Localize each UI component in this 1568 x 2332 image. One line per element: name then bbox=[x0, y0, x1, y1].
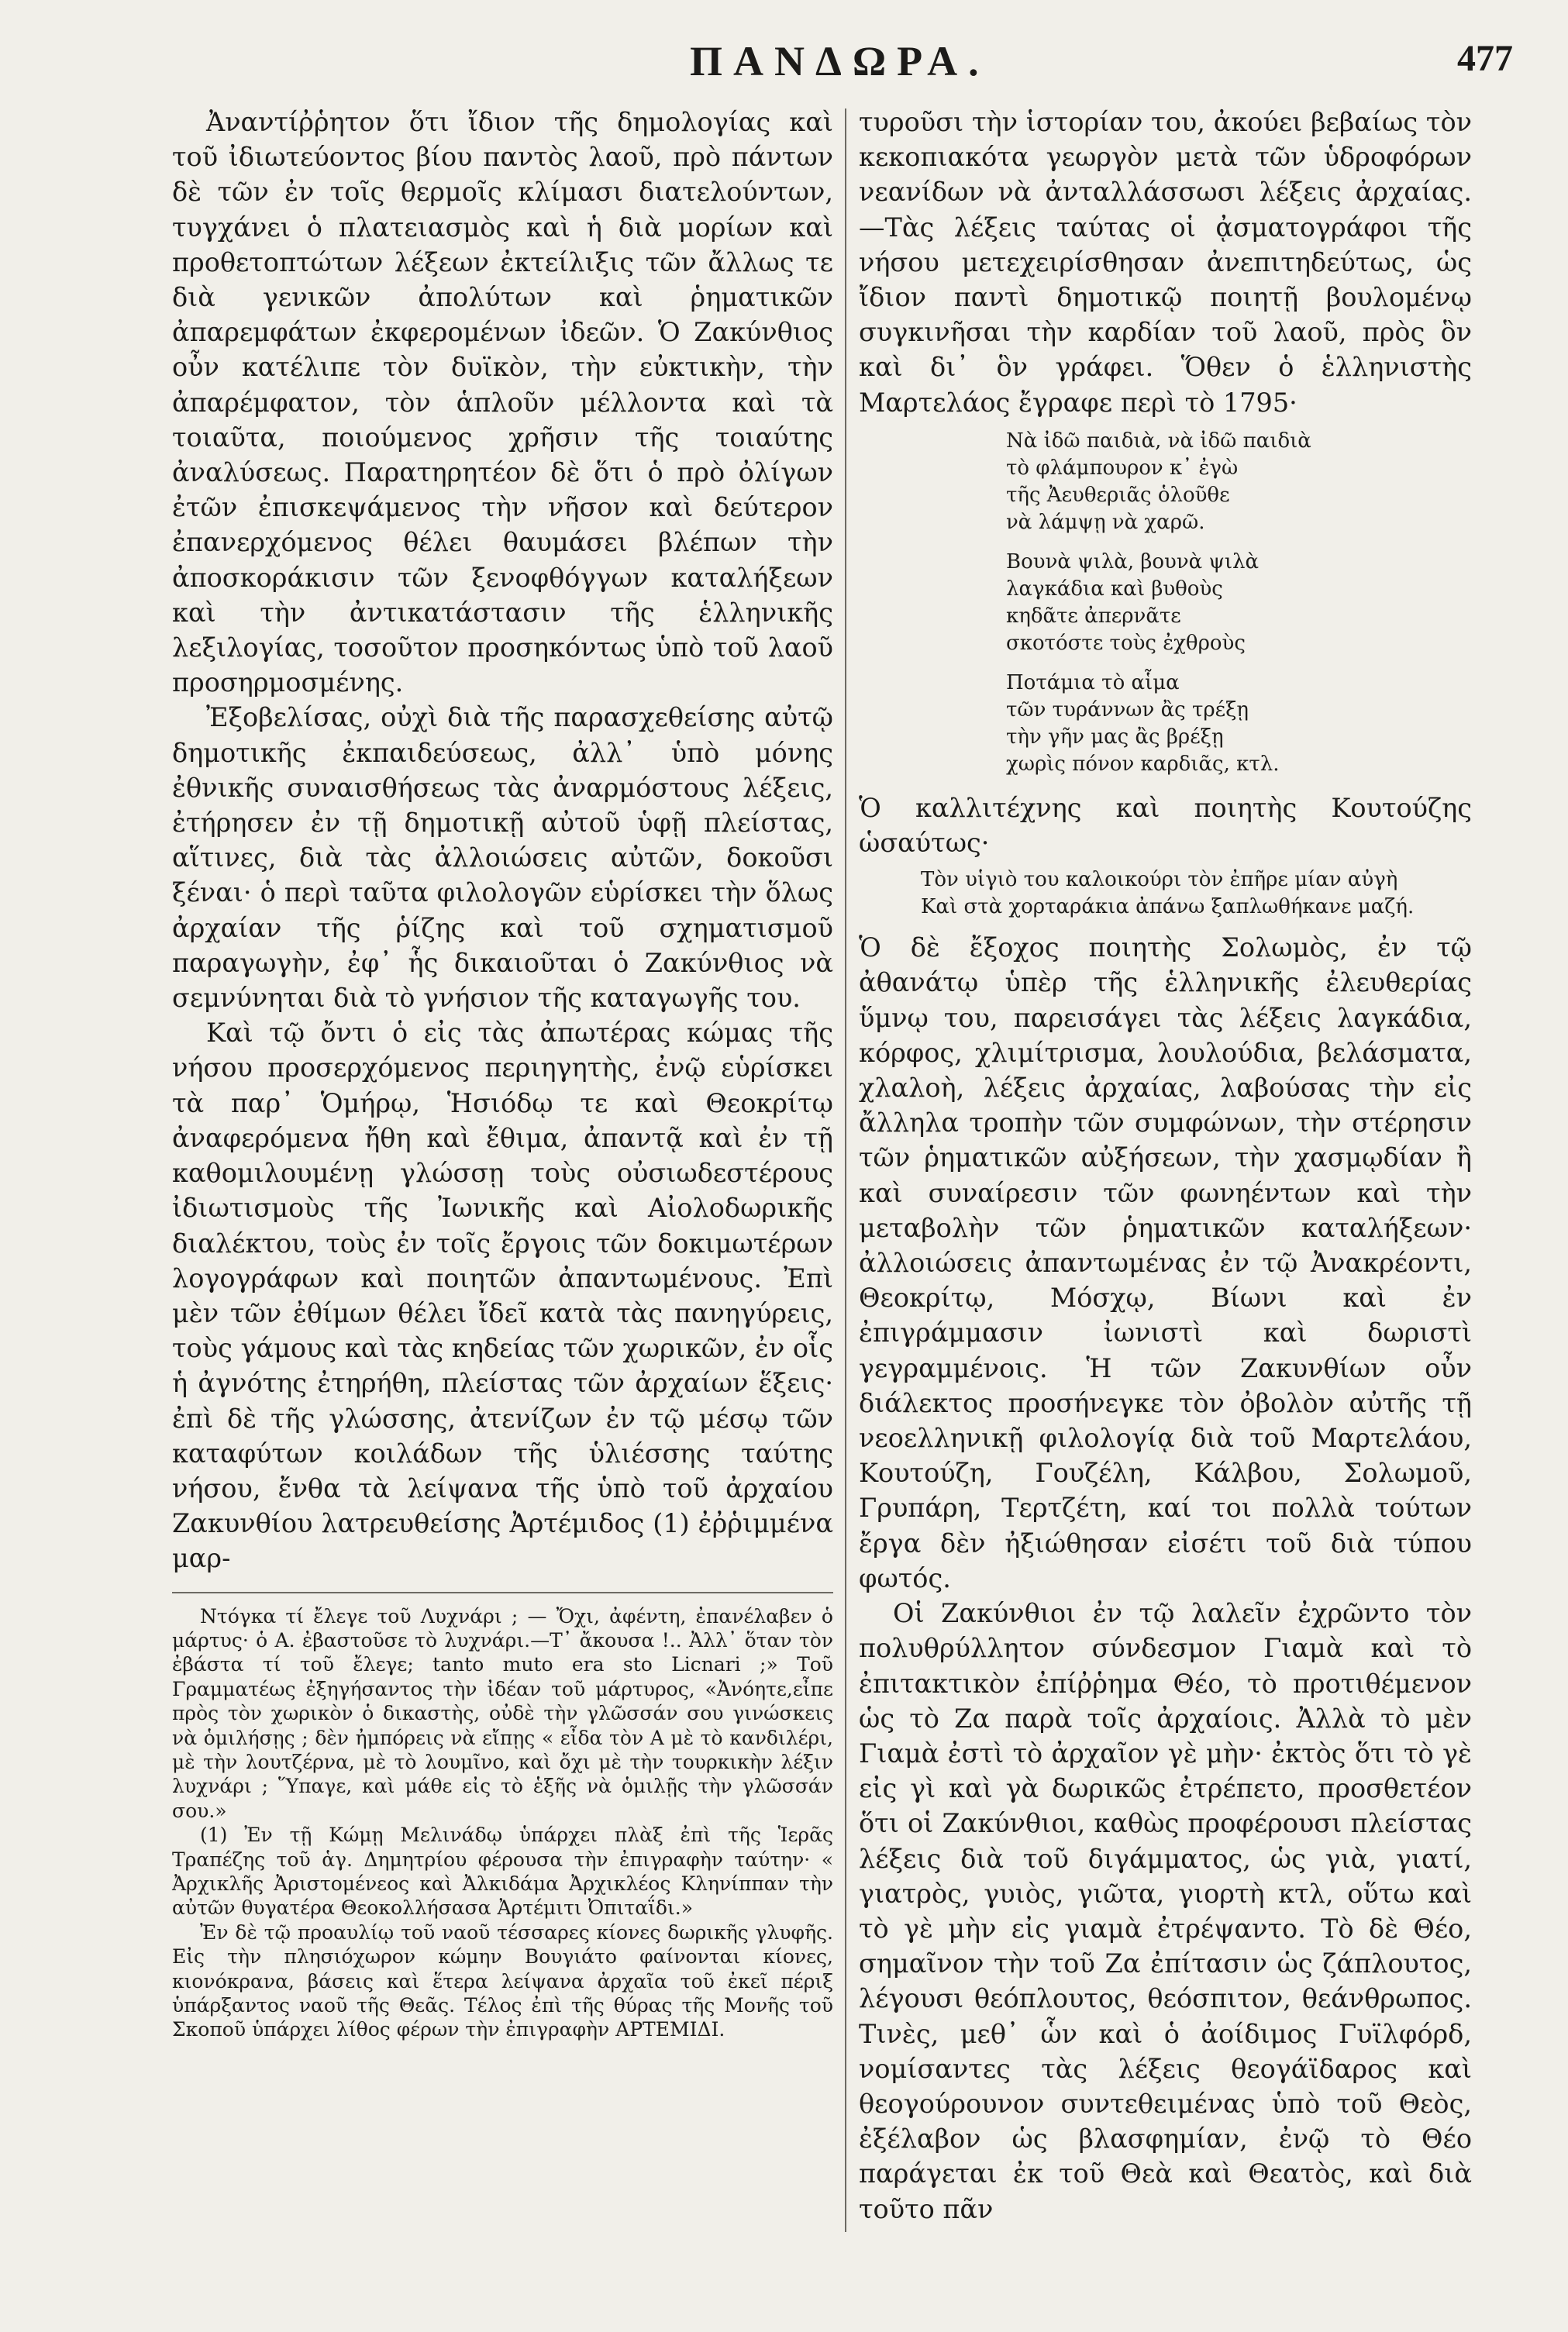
paragraph: Καὶ τῷ ὄντι ὁ εἰς τὰς ἀπωτέρας κώμας τῆς νήσου προσερχόμενος περιηγητὴς, ἐνῷ εὑρίσκει τὰ παρ᾽ Ὁμήρῳ, Ἡσιόδῳ τε καὶ Θεοκρίτῳ ἀναφερόμενα ἤθη καὶ ἔθιμα, ἀπαντᾷ καὶ ἐν τῇ καθομιλουμένῃ γλώσσῃ τοὺς οὐσιωδεστέρους ἰδιωτισμοὺς τῆς Ἰωνικῆς καὶ Αἰολοδωρικῆς διαλέκτου, τοὺς ἐν τοῖς ἔργοις τῶν δοκιμωτέρων λογογράφων καὶ ποιητῶν ἀπαντωμένους. Ἐπὶ μὲν τῶν ἐθίμων θέλει ἴδεῖ κατὰ τὰς πανηγύρεις, τοὺς γάμους καὶ τὰς κηδείας τῶν χωρικῶν, ἐν οἷς ἡ ἀγνότης ἐτηρήθη, πλείστας τῶν ἀρχαίων ἕξεις· ἐπὶ δὲ τῆς γλώσσης, ἀτενίζων ἐν τῷ μέσῳ τῶν καταφύτων κοιλάδων τῆς ὑλιέσσης ταύτης νήσου, ἔνθα τὰ λείψανα τῆς ὑπὸ τοῦ ἀρχαίου Ζακυνθίου λατρευθείσης Ἀρτέμιδος (1) ἐῤῥιμμένα μαρ- bbox=[172, 1018, 833, 1574]
verse-line: Ποτάμια τὸ αἷμα bbox=[1006, 670, 1180, 694]
page-number: 477 bbox=[1457, 38, 1513, 79]
verse-line: κηδᾶτε ἀπερνᾶτε bbox=[1006, 604, 1181, 628]
verse-stanza bbox=[1006, 670, 1472, 778]
running-title: ΠΑΝΔΩΡΑ. bbox=[690, 38, 990, 84]
verse-stanza bbox=[1006, 549, 1472, 657]
verse-line: Τὸν υἱγιὸ του καλοικούρι τὸν ἐπῆρε μίαν αὐγὴ bbox=[921, 868, 1398, 892]
footnote: Ἐν δὲ τῷ προαυλίῳ τοῦ ναοῦ τέσσαρες κίονες δωρικῆς γλυφῆς. Εἰς τὴν πλησιόχωρον κώμην Βουγιάτο φαίνονται κίονες, κιονόκρανα, βάσεις καὶ ἕτερα λείψανα ἀρχαῖα τοῦ ἐκεῖ πέριξ ὑπάρξαντος ναοῦ τῆς Θεᾶς. Τέλος ἐπὶ τῆς θύρας τῆς Μονῆς τοῦ Σκοποῦ ὑπάρχει λίθος φέρων τὴν ἐπιγραφὴν ΑΡΤΕΜΙΔΙ. bbox=[172, 1920, 833, 2041]
footnote-divider bbox=[172, 1592, 833, 1593]
verse-line: τῆς Ἀευθεριᾶς ὁλοῦθε bbox=[1006, 483, 1230, 507]
footnote: Ντόγκα τί ἔλεγε τοῦ Λυχνάρι ; — Ὄχι, ἀφέντη, ἐπανέλαβεν ὁ μάρτυς· ὁ Α. ἐβαστοῦσε τὸ λυχνάρι.—Τ᾽ ἄκουσα !.. Ἀλλ᾽ ὅταν τὸν ἐβάστα τί τοῦ ἔλεγε; tanto muto era sto Licnari ;» Τοῦ Γραμματέως ἐξηγήσαντος τὴν ἰδέαν τοῦ μάρτυρος, «Ἀνόητε,εἶπε πρὸς τὸν χωρικὸν ὁ δικαστὴς, οὐδὲ τὴν γλῶσσάν σου γινώσκεις νὰ ὁμιλήσῃς ; δὲν ἠμπόρεις νὰ εἴπῃς « εἶδα τὸν Α μὲ τὸ κανδιλέρι, μὲ τὴν λουτζέρνα, μὲ τὸ λουμῖνο, καὶ ὄχι μὲ τὴν τουρκικὴν λέξιν λυχνάρι ; Ὕπαγε, καὶ μάθε εἰς τὸ ἑξῆς νὰ ὁμιλῇς τὴν γλῶσσάν σου.» bbox=[172, 1604, 833, 1822]
verse-line: τῶν τυράννων ἂς τρέξῃ bbox=[1006, 698, 1249, 722]
left-column bbox=[172, 105, 833, 2042]
footnote: (1) Ἐν τῇ Κώμῃ Μελινάδῳ ὑπάρχει πλὰξ ἐπὶ τῆς Ἱερᾶς Τραπέζης τοῦ ἁγ. Δημητρίου φέρουσα τὴν ἐπιγραφὴν ταύτην· « Ἀρχικλῆς Ἀριστομένεος καὶ Ἀλκιδάμα Ἀρχικλέος Κληνίππαν τὴν αὐτῶν θυγατέρα Θεοκολλήσασα Ἀρτέμιτι Ὀπιταΐδι.» bbox=[172, 1824, 833, 1920]
verse-line: σκοτόστε τοὺς ἐχθροὺς bbox=[1006, 631, 1246, 655]
verse-line: νὰ λάμψῃ νὰ χαρῶ. bbox=[1006, 510, 1205, 534]
verse-line: Βουνὰ ψιλὰ, βουνὰ ψιλὰ bbox=[1006, 549, 1260, 574]
right-column bbox=[859, 105, 1472, 2227]
paragraph: Ὁ καλλιτέχνης καὶ ποιητὴς Κουτούζης ὡσαύτως· bbox=[859, 792, 1472, 859]
paragraph: Ἐξοβελίσας, οὐχὶ διὰ τῆς παρασχεθείσης αὐτῷ δημοτικῆς ἐκπαιδεύσεως, ἀλλ᾽ ὑπὸ μόνης ἐθνικῆς συναισθήσεως τὰς ἀναρμόστους λέξεις, ἐτήρησεν ἐν τῇ δημοτικῇ αὐτοῦ ὑφῇ πλείστας, αἵτινες, διὰ τὰς ἀλλοιώσεις αὐτῶν, δοκοῦσι ξέναι· ὁ περὶ ταῦτα φιλολογῶν εὑρίσκει τὴν ὅλως ἀρχαίαν τῆς ῥίζης καὶ τοῦ σχηματισμοῦ παραγωγὴν, ἐφ᾽ ἧς δικαιοῦται ὁ Ζακύνθιος νὰ σεμνύνηται διὰ τὸ γνήσιον τῆς καταγωγῆς του. bbox=[172, 702, 833, 1014]
verse-line: τὴν γῆν μας ἂς βρέξῃ bbox=[1006, 725, 1224, 749]
column-divider bbox=[845, 109, 846, 2232]
paragraph: Οἱ Ζακύνθιοι ἐν τῷ λαλεῖν ἐχρῶντο τὸν πολυθρύλλητον σύνδεσμον Γιαμὰ καὶ τὸ ἐπιτακτικὸν ἐπίῤῥημα Θέο, τὸ προτιθέμενον ὡς τὸ Ζα παρὰ τοῖς ἀρχαίοις. Ἀλλὰ τὸ μὲν Γιαμὰ ἐστὶ τὸ ἀρχαῖον γὲ μὴν· ἐκτὸς ὅτι τὸ γὲ εἰς γὶ καὶ γὰ δωρικῶς ἐτρέπετο, προσθετέον ὅτι οἱ Ζακύνθιοι, καθὼς προφέρουσι πλείστας λέξεις διὰ τοῦ διγάμματος, ὡς γιὰ, γιατί, γιατρὸς, γυιὸς, γιῶτα, γιορτὴ κτλ, οὕτω καὶ τὸ γὲ μὴν εἰς γιαμὰ ἐτρέψαντο. Τὸ δὲ Θέο, σημαῖνον τὴν τοῦ Ζα ἐπίτασιν ὡς ζάπλουτος, λέγουσι θεόπλουτος, θεόσπιτον, θεάνθρωπος. Τινὲς, μεθ᾽ ὧν καὶ ὁ ἀοίδιμος Γυϊλφόρδ, νομίσαντες τὰς λέξεις θεογάϊδαρος καὶ θεογούρουνον συντεθειμένας ὑπὸ τοῦ Θεὸς, ἐξέλαβον ὡς βλασφημίαν, ἐνῷ τὸ Θέο παράγεται ἐκ τοῦ Θεὰ καὶ Θεατὸς, καὶ διὰ τοῦτο πᾶν bbox=[859, 1598, 1472, 2224]
verse-line: Νὰ ἰδῶ παιδιὰ, νὰ ἰδῶ παιδιὰ bbox=[1006, 429, 1311, 453]
kutuzis-quote bbox=[921, 866, 1472, 921]
verse-line: Καὶ στὰ χορταράκια ἀπάνω ξαπλωθήκανε μαζή. bbox=[921, 895, 1415, 919]
paragraph: Ὁ δὲ ἔξοχος ποιητὴς Σολωμὸς, ἐν τῷ ἀθανάτῳ ὑπὲρ τῆς ἑλληνικῆς ἐλευθερίας ὕμνῳ του, παρεισάγει τὰς λέξεις λαγκάδια, κόρφος, χλιμίτρισμα, λουλούδια, βελάσματα, χλαλοὴ, λέξεις ἀρχαίας, λαβούσας τὴν εἰς ἄλληλα τροπὴν τῶν συμφώνων, τὴν στέρησιν τῶν ῥηματικῶν αὐξήσεων, τὴν χασμῳδίαν ἢ καὶ συναίρεσιν τῶν φωνηέντων καὶ τὴν μεταβολὴν τῶν ῥηματικῶν καταλήξεων· ἀλλοιώσεις ἀπαντωμένας ἐν τῷ Ἀνακρέοντι, Θεοκρίτῳ, Μόσχῳ, Βίωνι καὶ ἐν ἐπιγράμμασιν ἰωνιστὶ καὶ δωριστὶ γεγραμμένοις. Ἡ τῶν Ζακυνθίων οὖν διάλεκτος προσήνεγκε τὸν ὀβολὸν αὐτῆς τῇ νεοελληνικῇ φιλολογίᾳ διὰ τοῦ Μαρτελάου, Κουτούζη, Γουζέλη, Κάλβου, Σολωμοῦ, Γρυπάρη, Τερτζέτη, καί τοι πολλὰ τούτων ἔργα δὲν ἠξιώθησαν εἰσέτι τοῦ διὰ τύπου φωτός. bbox=[859, 932, 1472, 1593]
verse-line: λαγκάδια καὶ βυθοὺς bbox=[1006, 577, 1223, 601]
paragraph: Ἀναντίῤῥητον ὅτι ἴδιον τῆς δημολογίας καὶ τοῦ ἰδιωτεύοντος βίου παντὸς λαοῦ, πρὸ πάντων δὲ τῶν ἐν τοῖς θερμοῖς κλίμασι διατελούντων, τυγχάνει ὁ πλατειασμὸς καὶ ἡ διὰ μορίων καὶ προθετοπτώτων λέξεων ἐκτείλιξις τῶν ἄλλως τε διὰ γενικῶν ἀπολύτων καὶ ῥηματικῶν ἀπαρεμφάτων ἐκφερομένων ἰδεῶν. Ὁ Ζακύνθιος οὖν κατέλιπε τὸν δυϊκὸν, τὴν εὐκτικὴν, τὴν ἀπαρέμφατον, τὸν ἁπλοῦν μέλλοντα καὶ τὰ τοιαῦτα, ποιούμενος χρῆσιν τῆς τοιαύτης ἀναλύσεως. Παρατηρητέον δὲ ὅτι ὁ πρὸ ὀλίγων ἐτῶν ἐπισκεψάμενος τὴν νῆσον καὶ δεύτερον ἐπανερχόμενος θέλει θαυμάσει βλέπων τὴν ἀποσκοράκισιν τῶν ξενοφθόγγων καταλήξεων καὶ τὴν ἀντικατάστασιν τῆς ἑλληνικῆς λεξιλογίας, τοσοῦτον προσηκόντως ὑπὸ τοῦ λαοῦ προσηρμοσμένης. bbox=[172, 107, 833, 698]
verse-line: τὸ φλάμπουρον κ᾽ ἐγὼ bbox=[1006, 456, 1239, 480]
verse-stanza bbox=[1006, 428, 1472, 536]
page-header bbox=[0, 37, 1568, 91]
verse-line: χωρὶς πόνον καρδιᾶς, κτλ. bbox=[1006, 752, 1280, 776]
martelaos-verse bbox=[1006, 428, 1472, 778]
paragraph: τυροῦσι τὴν ἱστορίαν του, ἀκούει βεβαίως τὸν κεκοπιακότα γεωργὸν μετὰ τῶν ὑδροφόρων νεανίδων νὰ ἀνταλλάσσωσι λέξεις ἀρχαίας.—Τὰς λέξεις ταύτας οἱ ᾀσματογράφοι τῆς νήσου μετεχειρίσθησαν ἀνεπιτηδεύτως, ὡς ἴδιον παντὶ δημοτικῷ ποιητῇ βουλομένῳ συγκινῆσαι τὴν καρδίαν τοῦ λαοῦ, πρὸς ὃν καὶ δι᾽ ὃν γράφει. Ὅθεν ὁ ἑλληνιστὴς Μαρτελάος ἔγραφε περὶ τὸ 1795· bbox=[859, 107, 1472, 418]
